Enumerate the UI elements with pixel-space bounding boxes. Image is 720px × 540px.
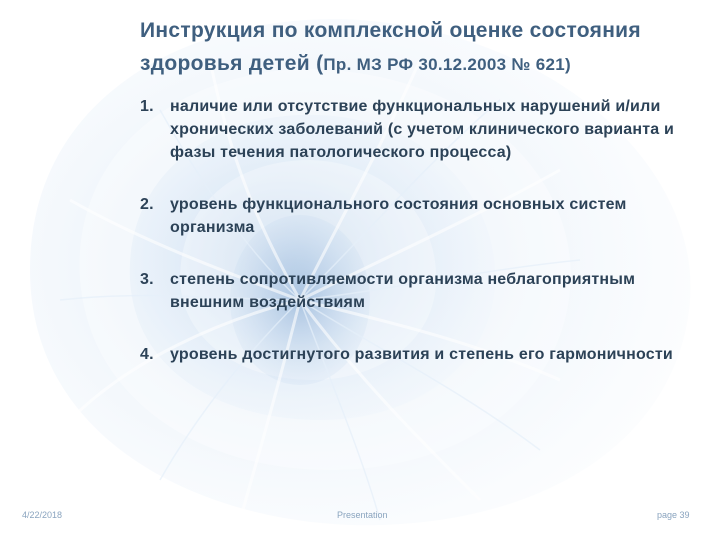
list-item-text: наличие или отсутствие функциональных нарушений и/или хронических заболеваний (с учетом клинического варианта и фазы течения патологического процесса) [170,98,675,161]
list-item-text: степень сопротивляемости организма неблагоприятным внешним воздействиям [170,271,636,311]
list-item [140,343,700,366]
footer-date: 4/22/2018 [22,510,63,520]
slide-title-reference: Пр. МЗ РФ 30.12.2003 № 621) [323,55,571,74]
list-item-number: 2. [140,196,154,213]
list-item-number: 4. [140,346,154,363]
criteria-list [140,95,700,366]
list-item-number: 1. [140,98,154,115]
slide-title-main: Инструкция по комплексной оценке состояния здоровья детей ( [140,19,641,75]
list-item-number: 3. [140,271,154,288]
list-item [140,95,700,164]
list-item [140,193,700,239]
footer-presentation-label: Presentation [337,510,388,520]
footer-page-number: page 39 [657,510,690,520]
list-item-text: уровень достигнутого развития и степень его гармоничности [170,346,673,363]
list-item [140,268,700,314]
list-item-text: уровень функционального состояния основных систем организма [170,196,627,236]
slide-title [140,14,710,81]
